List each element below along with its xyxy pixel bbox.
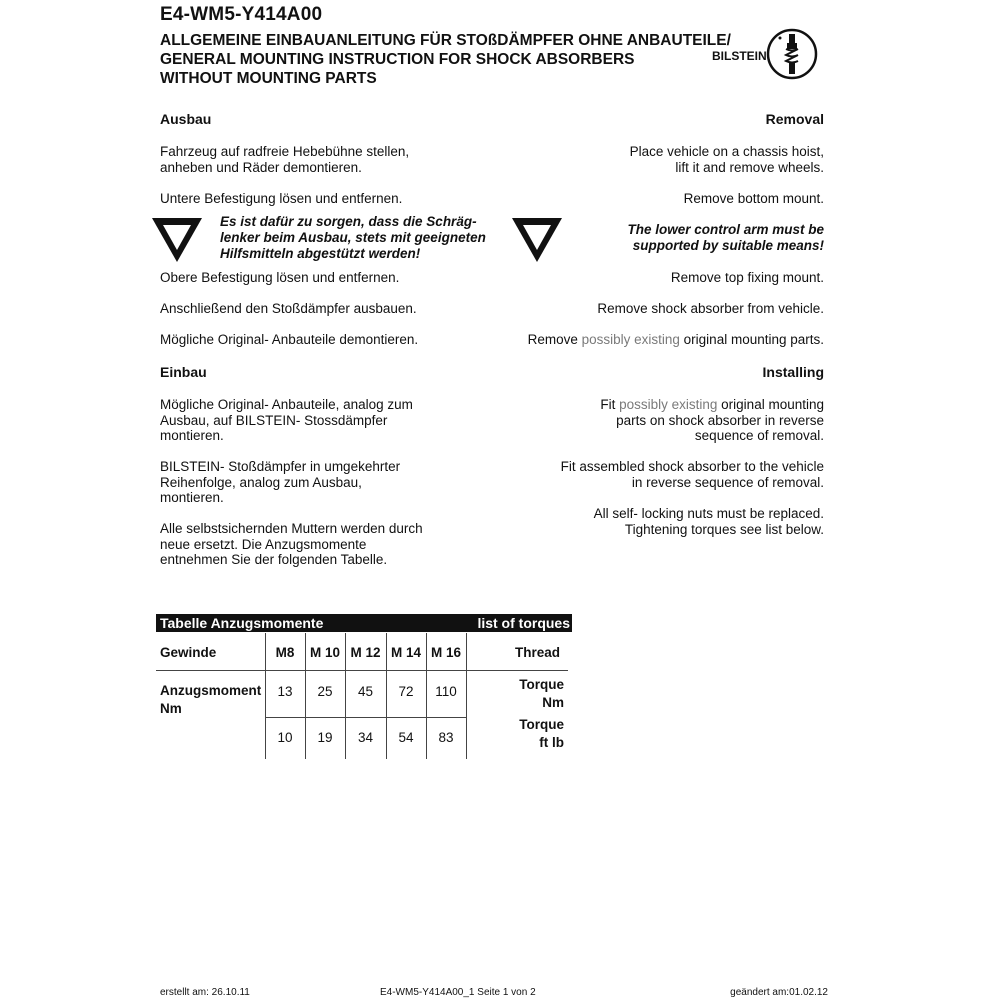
text-span: original mounting: [717, 397, 824, 412]
torque-table-header: [156, 614, 572, 632]
torque-nm-value: 45: [357, 684, 374, 699]
ausbau-step-2: Untere Befestigung lösen und entfernen.: [160, 191, 403, 206]
text-line: entnehmen Sie der folgenden Tabelle.: [160, 552, 388, 568]
text-line: in reverse sequence of removal.: [631, 474, 824, 490]
installing-step-1: [464, 397, 824, 444]
text-span-gray: possibly existing: [581, 332, 680, 347]
installing-heading: Installing: [762, 364, 824, 380]
col-header: M 10: [309, 645, 340, 660]
text-line: Fit assembled shock absorber to the vehicle: [560, 459, 824, 474]
text-line: Alle selbstsichernden Muttern werden durch: [160, 521, 423, 536]
text-line: Reihenfolge, analog zum Ausbau,: [160, 474, 362, 490]
ausbau-step-3: Obere Befestigung lösen und entfernen.: [160, 270, 400, 285]
torque-ftlb-value: 19: [317, 730, 333, 745]
text-line: Torque: [519, 717, 564, 732]
thread-label-de: Gewinde: [160, 645, 217, 660]
col-header: M 12: [350, 645, 381, 660]
warning-triangle-icon: [150, 216, 204, 264]
torque-ftlb-value: 10: [277, 730, 293, 745]
einbau-heading: Einbau: [160, 364, 207, 380]
torque-nm-label: [519, 676, 564, 712]
text-span: Remove: [527, 332, 582, 347]
text-line: montieren.: [160, 428, 224, 444]
table-title-de: Tabelle Anzugsmomente: [160, 615, 324, 631]
title-line-1: ALLGEMEINE EINBAUANLEITUNG FÜR STOßDÄMPFER OHNE ANBAUTEILE/: [160, 32, 731, 49]
torque-nm-value: 110: [435, 684, 457, 699]
text-line: neue ersetzt. Die Anzugsmomente: [160, 536, 367, 552]
table-col-line: [466, 633, 467, 759]
installing-step-3: [464, 506, 824, 537]
torque-ftlb-label: [519, 716, 564, 752]
einbau-step-1: [160, 397, 480, 444]
warning-text-en: [464, 222, 824, 254]
text-line: Hilfsmitteln abgestützt werden!: [220, 246, 421, 261]
removal-step-2: Remove bottom mount.: [683, 191, 824, 206]
torque-nm-value: 25: [317, 684, 333, 699]
text-line: Fahrzeug auf radfreie Hebebühne stellen,: [160, 144, 410, 159]
text-span: Fit: [600, 397, 620, 412]
removal-step-5: [464, 332, 824, 348]
table-divider: [265, 717, 466, 718]
thread-label-en: Thread: [514, 645, 560, 660]
text-line: parts on shock absorber in reverse: [616, 412, 824, 428]
torque-nm-value: 13: [277, 684, 293, 699]
footer-changed: geändert am:01.02.12: [730, 987, 828, 998]
text-line: Torque: [519, 677, 564, 692]
removal-step-4: Remove shock absorber from vehicle.: [597, 301, 824, 316]
text-line: Ausbau, auf BILSTEIN- Stossdämpfer: [160, 412, 388, 428]
bilstein-logo: [708, 28, 818, 80]
text-line: All self- locking nuts must be replaced.: [593, 506, 824, 521]
title-line-3: WITHOUT MOUNTING PARTS: [160, 70, 377, 87]
text-line: lift it and remove wheels.: [675, 159, 824, 175]
col-header: M8: [275, 645, 295, 660]
torque-ftlb-value: 83: [438, 730, 454, 745]
removal-step-3: Remove top fixing mount.: [670, 270, 824, 285]
footer-page: E4-WM5-Y414A00_1 Seite 1 von 2: [380, 987, 536, 998]
text-line: Es ist dafür zu sorgen, dass die Schräg-: [220, 214, 477, 229]
text-line: lenker beim Ausbau, stets mit geeigneten: [220, 230, 486, 245]
text-line: sequence of removal.: [694, 428, 824, 444]
text-line: Nm: [160, 701, 182, 716]
removal-heading: Removal: [765, 111, 824, 127]
footer-created: erstellt am: 26.10.11: [160, 987, 250, 998]
table-title-en: list of torques: [477, 615, 570, 631]
table-divider: [156, 670, 568, 671]
torque-ftlb-value: 34: [357, 730, 374, 745]
ausbau-heading: Ausbau: [160, 111, 212, 127]
text-line: The lower control arm must be: [627, 222, 824, 237]
text-line: Tightening torques see list below.: [624, 521, 824, 537]
document-id: E4-WM5-Y414A00: [160, 4, 323, 25]
text-line: Place vehicle on a chassis hoist,: [629, 144, 824, 159]
text-span: original mounting parts.: [679, 332, 824, 347]
logo-text: BILSTEIN: [712, 49, 767, 63]
text-line: ft lb: [539, 735, 564, 750]
torque-nm-value: 72: [398, 684, 414, 699]
torque-label-de: [160, 682, 261, 718]
title-line-2: GENERAL MOUNTING INSTRUCTION FOR SHOCK ABSORBERS: [160, 51, 635, 68]
ausbau-step-4: Anschließend den Stoßdämpfer ausbauen.: [160, 301, 417, 316]
text-line: [464, 397, 824, 413]
col-header: M 14: [390, 645, 421, 660]
einbau-step-2: [160, 459, 480, 506]
text-line: anheben und Räder demontieren.: [160, 159, 362, 175]
einbau-step-3: [160, 521, 480, 568]
text-span-gray: possibly existing: [619, 397, 718, 412]
text-line: Anzugsmoment: [160, 683, 262, 698]
torque-ftlb-value: 54: [398, 730, 414, 745]
installing-step-2: [464, 459, 824, 490]
col-header: M 16: [430, 645, 461, 660]
text-line: BILSTEIN- Stoßdämpfer in umgekehrter: [160, 459, 401, 474]
text-line: Mögliche Original- Anbauteile, analog zum: [160, 397, 413, 412]
removal-step-1: [464, 144, 824, 175]
text-line: supported by suitable means!: [632, 238, 824, 253]
text-line: montieren.: [160, 490, 224, 506]
text-line: Nm: [542, 695, 564, 710]
ausbau-step-5: Mögliche Original- Anbauteile demontieren.: [160, 332, 419, 347]
ausbau-step-1: [160, 144, 480, 175]
